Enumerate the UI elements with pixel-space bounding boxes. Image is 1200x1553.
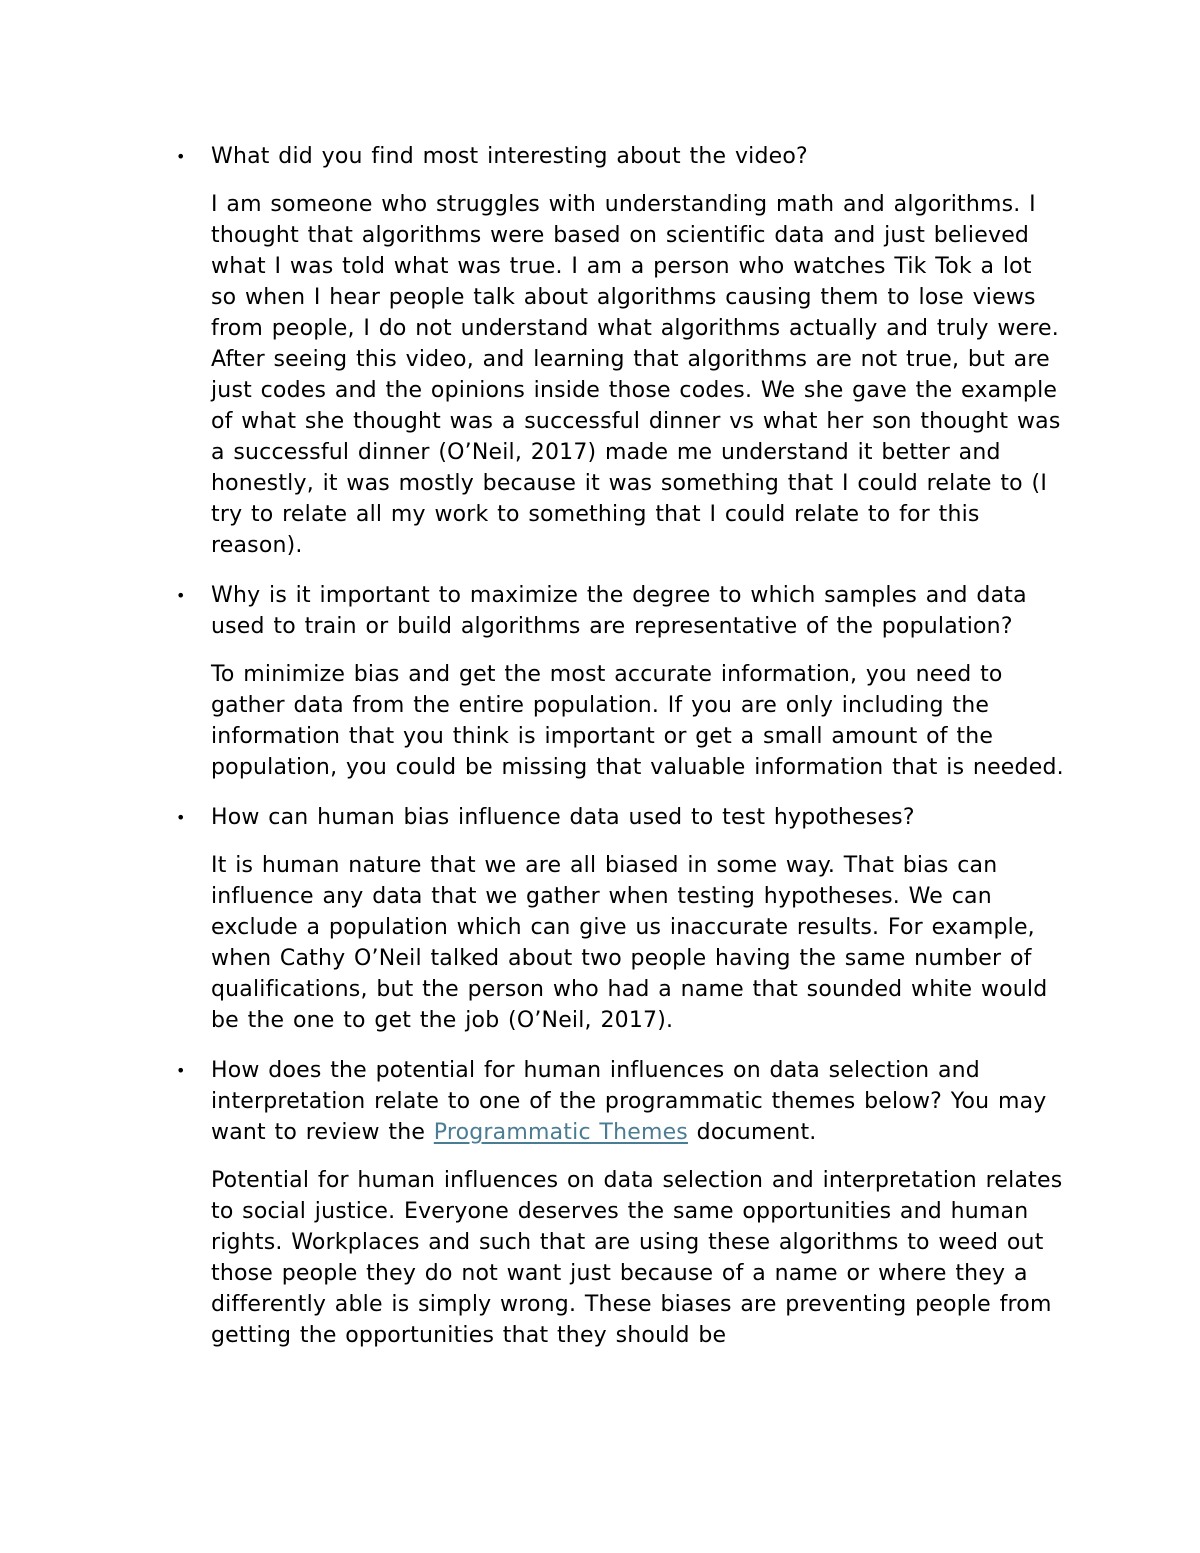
bullet-icon: • (176, 1061, 186, 1080)
answer-3: It is human nature that we are all biased in some way. That bias can influence any data that we gather when testing hypotheses. We can exclude a population which can give us inaccurate results. For example, when Cathy O’Neil talked about two people having the same number of qualifications, but the person who had a name that sounded white would be the one to get the job (O’Neil, 2017). (211, 853, 1048, 1033)
question-row-3 (176, 802, 1065, 833)
question-3: How can human bias influence data used to test hypotheses? (211, 805, 915, 830)
question-row-2 (176, 580, 1065, 642)
bullet-icon: • (176, 147, 186, 166)
qa-item-2 (176, 580, 1065, 783)
qa-item-4 (176, 1055, 1065, 1351)
bullet-icon: • (176, 808, 186, 827)
answer-2: To minimize bias and get the most accurate information, you need to gather data from the entire population. If you are only including the information that you think is important or get a small amount of the population, you could be missing that valuable information that is needed. (211, 662, 1064, 780)
answer-1: I am someone who struggles with understanding math and algorithms. I thought that algorithms were based on scientific data and just believed what I was told what was true. I am a person who watches Tik Tok a lot so when I hear people talk about algorithms causing them to lose views from people, I do not understand what algorithms actually and truly were. After seeing this video, and learning that algorithms are not true, but are just codes and the opinions inside those codes. We she gave the example of what she thought was a successful dinner vs what her son thought was a successful dinner (O’Neil, 2017) made me understand it better and honestly, it was mostly because it was something that I could relate to (I try to relate all my work to something that I could relate to for this reason). (211, 192, 1061, 558)
question-4-text-before: How does the potential for human influences on data selection and interpretation relate to one of the programmatic themes below? You may want to review the (211, 1058, 1047, 1145)
programmatic-themes-link[interactable]: Programmatic Themes (433, 1120, 688, 1145)
bullet-icon: • (176, 586, 186, 605)
question-row-1 (176, 141, 1065, 172)
question-1: What did you find most interesting about the video? (211, 144, 808, 169)
question-2: Why is it important to maximize the degree to which samples and data used to train or build algorithms are representative of the population? (211, 583, 1027, 639)
qa-item-1 (176, 141, 1065, 561)
question-4-text-after: document. (687, 1120, 817, 1145)
question-row-4 (176, 1055, 1065, 1148)
qa-item-3 (176, 802, 1065, 1036)
question-4 (211, 1055, 1065, 1148)
answer-4: Potential for human influences on data selection and interpretation relates to social justice. Everyone deserves the same opportunities and human rights. Workplaces and such that are using these algorithms to weed out those people they do not want just because of a name or where they a differently able is simply wrong. These biases are preventing people from getting the opportunities that they should be (211, 1168, 1063, 1348)
